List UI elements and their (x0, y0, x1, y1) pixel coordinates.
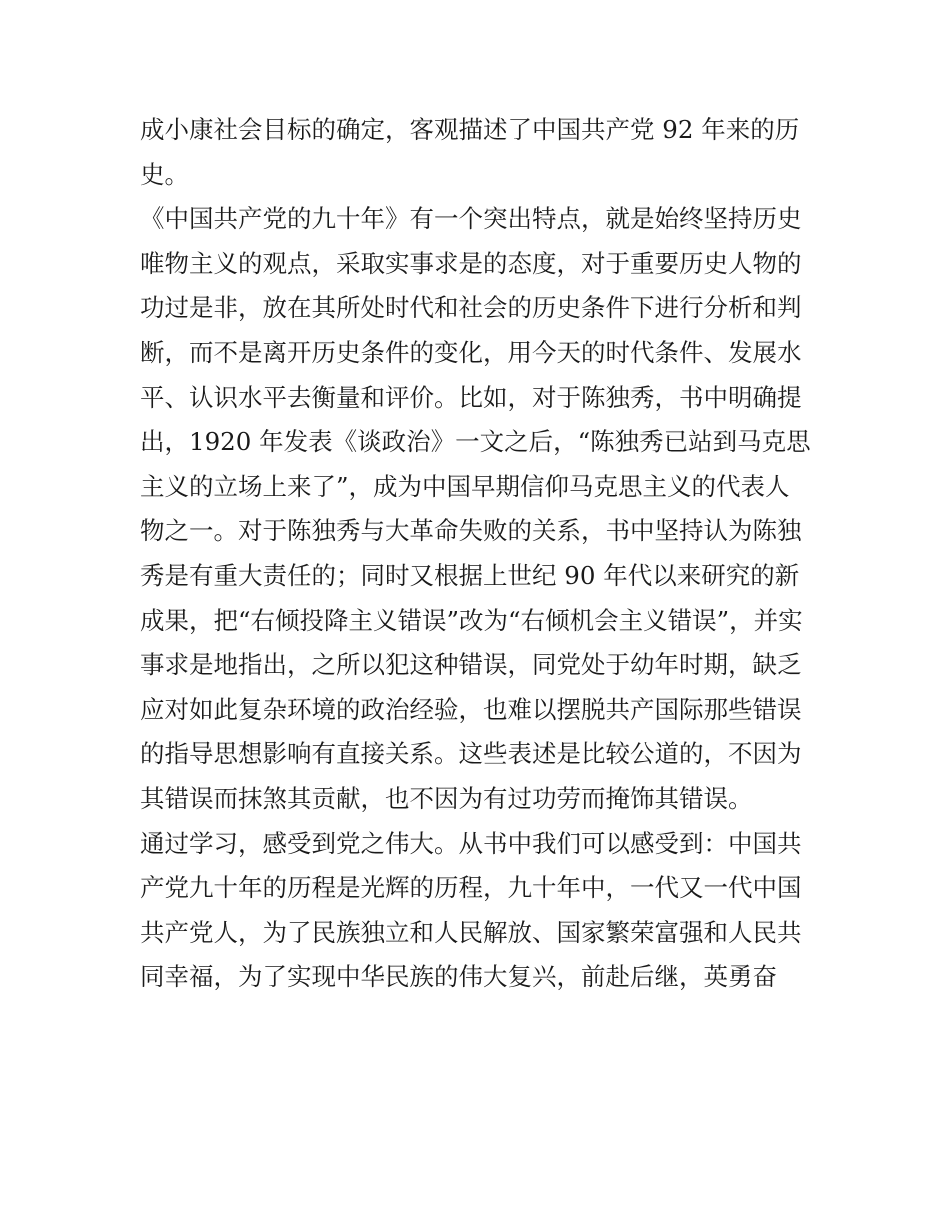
text-line: 史。 (140, 159, 189, 189)
text-line: 断，而不是离开历史条件的变化，用今天的时代条件、发展水 (140, 337, 802, 367)
text-line: 事求是地指出，之所以犯这种错误，同党处于幼年时期，缺乏 (140, 650, 802, 680)
text-line: 成果，把“右倾投降主义错误”改为“右倾机会主义错误”，并实 (140, 605, 803, 635)
text-line: 秀是有重大责任的；同时又根据上世纪 90 年代以来研究的新 (140, 560, 800, 590)
text-line: 平、认识水平去衡量和评价。比如，对于陈独秀，书中明确提 (140, 382, 802, 412)
text-line: 同幸福，为了实现中华民族的伟大复兴，前赴后继，英勇奋 (140, 962, 777, 992)
text-line: 通过学习，感受到党之伟大。从书中我们可以感受到：中国共 (140, 828, 802, 858)
text-line: 的指导思想影响有直接关系。这些表述是比较公道的，不因为 (140, 739, 802, 769)
text-line: 其错误而抹煞其贡献，也不因为有过功劳而掩饰其错误。 (140, 783, 753, 813)
text-line: 唯物主义的观点，采取实事求是的态度，对于重要历史人物的 (140, 248, 802, 278)
text-line: 产党九十年的历程是光辉的历程，九十年中，一代又一代中国 (140, 873, 802, 903)
text-line: 功过是非，放在其所处时代和社会的历史条件下进行分析和判 (140, 293, 802, 323)
text-line: 物之一。对于陈独秀与大革命失败的关系，书中坚持认为陈独 (140, 516, 802, 546)
text-line: 《中国共产党的九十年》有一个突出特点，就是始终坚持历史 (140, 204, 802, 234)
text-line: 出，1920 年发表《谈政治》一文之后，“陈独秀已站到马克思 (140, 427, 811, 457)
text-line: 主义的立场上来了”，成为中国早期信仰马克思主义的代表人 (140, 471, 790, 501)
text-line: 应对如此复杂环境的政治经验，也难以摆脱共产国际那些错误 (140, 694, 802, 724)
body-text (140, 108, 820, 1000)
text-line: 共产党人，为了民族独立和人民解放、国家繁荣富强和人民共 (140, 917, 802, 947)
text-line: 成小康社会目标的确定，客观描述了中国共产党 92 年来的历 (140, 115, 800, 144)
